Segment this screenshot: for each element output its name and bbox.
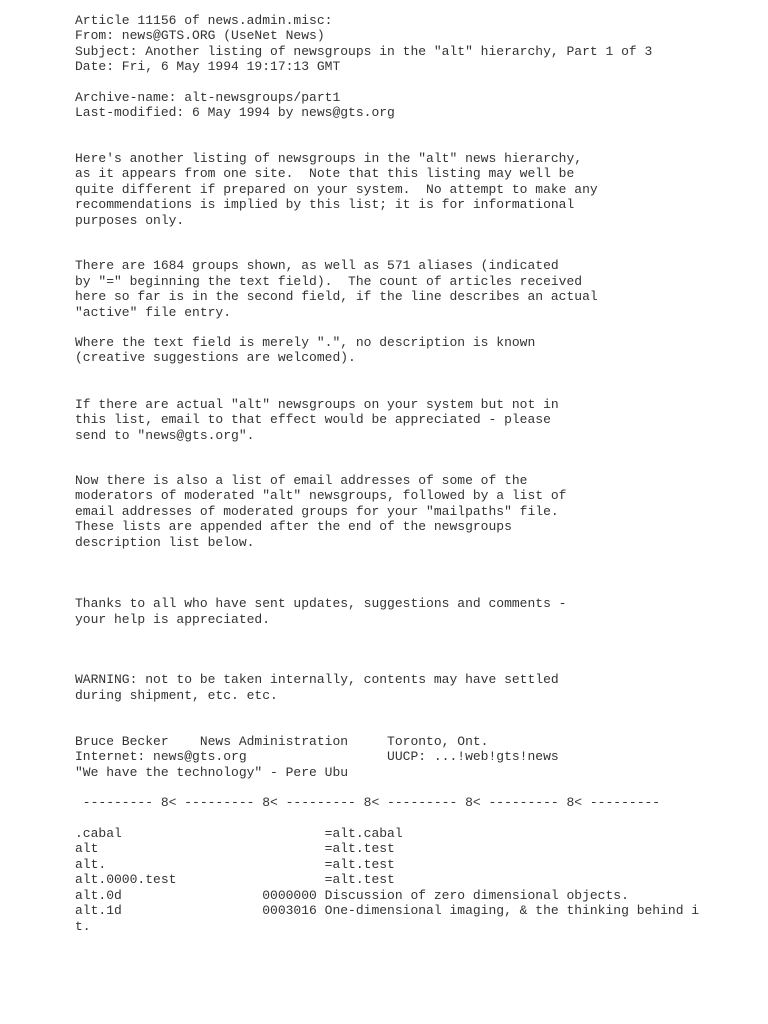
archive-name: Archive-name: alt-newsgroups/part1 bbox=[75, 90, 341, 105]
newsgroup-entry: alt =alt.test bbox=[75, 841, 395, 856]
moderators-note-line: Now there is also a list of email addresses of some of the bbox=[75, 473, 528, 488]
newsgroup-entry: alt.1d 0003016 One-dimensional imaging, & the thinking behind i bbox=[75, 903, 700, 918]
warning-line: WARNING: not to be taken internally, contents may have settled bbox=[75, 672, 559, 687]
warning-line: during shipment, etc. etc. bbox=[75, 688, 278, 703]
newsgroup-entry: alt.0d 0000000 Discussion of zero dimensional objects. bbox=[75, 888, 629, 903]
intro-line: purposes only. bbox=[75, 213, 185, 228]
newsgroup-entry: alt.0000.test =alt.test bbox=[75, 872, 395, 887]
intro-line: quite different if prepared on your system. No attempt to make any bbox=[75, 182, 598, 197]
counts-line: "active" file entry. bbox=[75, 305, 232, 320]
signature-line: "We have the technology" - Pere Ubu bbox=[75, 765, 349, 780]
missing-note-line: If there are actual "alt" newsgroups on your system but not in bbox=[75, 397, 559, 412]
cut-line: --------- 8< --------- 8< --------- 8< --------- 8< --------- 8< --------- bbox=[75, 795, 661, 810]
moderators-note-line: moderators of moderated "alt" newsgroups, followed by a list of bbox=[75, 488, 567, 503]
subject-header: Subject: Another listing of newsgroups in the "alt" hierarchy, Part 1 of 3 bbox=[75, 44, 653, 59]
signature-line: Bruce Becker News Administration Toronto, Ont. bbox=[75, 734, 489, 749]
signature-line: Internet: news@gts.org UUCP: ...!web!gts!news bbox=[75, 749, 559, 764]
intro-line: Here's another listing of newsgroups in the "alt" news hierarchy, bbox=[75, 151, 583, 166]
missing-note-line: this list, email to that effect would be appreciated - please bbox=[75, 412, 551, 427]
counts-line: There are 1684 groups shown, as well as 571 aliases (indicated bbox=[75, 258, 559, 273]
intro-line: recommendations is implied by this list; it is for informational bbox=[75, 197, 575, 212]
moderators-note-line: description list below. bbox=[75, 535, 255, 550]
last-modified: Last-modified: 6 May 1994 by news@gts.org bbox=[75, 105, 395, 120]
newsgroup-entry: alt. =alt.test bbox=[75, 857, 395, 872]
moderators-note-line: email addresses of moderated groups for your "mailpaths" file. bbox=[75, 504, 559, 519]
counts-line: here so far is in the second field, if the line describes an actual bbox=[75, 289, 598, 304]
date-header: Date: Fri, 6 May 1994 19:17:13 GMT bbox=[75, 59, 341, 74]
newsgroup-entry-wrap: t. bbox=[75, 919, 91, 934]
missing-note-line: send to "news@gts.org". bbox=[75, 428, 255, 443]
description-note-line: (creative suggestions are welcomed). bbox=[75, 350, 356, 365]
newsgroup-entry: .cabal =alt.cabal bbox=[75, 826, 403, 841]
article-header-line: Article 11156 of news.admin.misc: bbox=[75, 13, 333, 28]
intro-line: as it appears from one site. Note that this listing may well be bbox=[75, 166, 575, 181]
counts-line: by "=" beginning the text field). The count of articles received bbox=[75, 274, 583, 289]
description-note-line: Where the text field is merely ".", no description is known bbox=[75, 335, 536, 350]
thanks-line: Thanks to all who have sent updates, suggestions and comments - bbox=[75, 596, 567, 611]
from-header: From: news@GTS.ORG (UseNet News) bbox=[75, 28, 325, 43]
moderators-note-line: These lists are appended after the end of the newsgroups bbox=[75, 519, 512, 534]
thanks-line: your help is appreciated. bbox=[75, 612, 271, 627]
